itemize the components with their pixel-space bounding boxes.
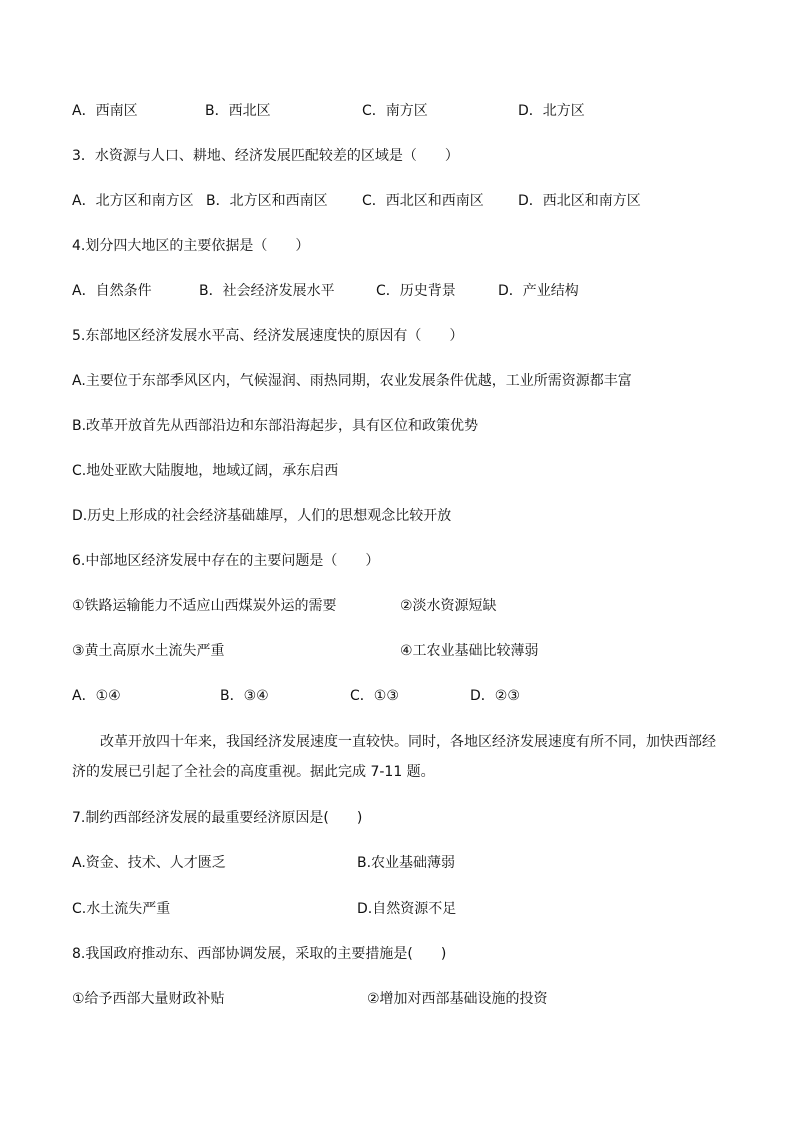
q8-item-2: ②增加对西部基础设施的投资 <box>367 991 548 1007</box>
q8-stem: 8.我国政府推动东、西部协调发展，采取的主要措施是( ) <box>72 946 447 962</box>
q4-option-a: A．自然条件 <box>72 283 152 299</box>
q6-item-3: ③黄土高原水土流失严重 <box>72 643 225 659</box>
q4-option-c: C．历史背景 <box>376 283 456 299</box>
reading-passage: 改革开放四十年来，我国经济发展速度一直较快。同时，各地区经济发展速度有所不同，加快西部经济的发展已引起了全社会的高度重视。据此完成 7-11 题。 <box>72 734 716 780</box>
q4-option-b: B．社会经济发展水平 <box>199 283 335 299</box>
q5-stem: 5.东部地区经济发展水平高、经济发展速度快的原因有（ ） <box>72 328 464 344</box>
q6-option-a: A．①④ <box>72 688 121 704</box>
q6-option-b: B．③④ <box>220 688 269 704</box>
q2-option-a: A．西南区 <box>72 103 138 119</box>
q3-option-a: A．北方区和南方区 <box>72 193 194 209</box>
q6-item-4: ④工农业基础比较薄弱 <box>400 643 539 659</box>
q6-item-2: ②淡水资源短缺 <box>400 598 497 614</box>
q2-option-c: C．南方区 <box>362 103 428 119</box>
q6-option-c: C．①③ <box>350 688 399 704</box>
q3-option-c: C．西北区和西南区 <box>362 193 484 209</box>
q4-option-d: D．产业结构 <box>498 283 579 299</box>
q5-option-d: D.历史上形成的社会经济基础雄厚，人们的思想观念比较开放 <box>72 508 452 524</box>
q5-option-b: B.改革开放首先从西部沿边和东部沿海起步，具有区位和政策优势 <box>72 418 479 434</box>
q2-option-d: D．北方区 <box>518 103 585 119</box>
q3-option-d: D．西北区和南方区 <box>518 193 641 209</box>
q7-option-c: C.水土流失严重 <box>72 901 171 917</box>
q6-option-d: D．②③ <box>470 688 520 704</box>
q7-option-d: D.自然资源不足 <box>357 901 457 917</box>
q8-item-1: ①给予西部大量财政补贴 <box>72 991 225 1007</box>
q3-option-b: B．北方区和西南区 <box>206 193 328 209</box>
q5-option-c: C.地处亚欧大陆腹地，地域辽阔，承东启西 <box>72 463 339 479</box>
q7-option-b: B.农业基础薄弱 <box>357 855 456 871</box>
q7-stem: 7.制约西部经济发展的最重要经济原因是( ) <box>72 810 363 826</box>
q3-stem: 3．水资源与人口、耕地、经济发展匹配较差的区域是（ ） <box>72 148 459 164</box>
q7-option-a: A.资金、技术、人才匮乏 <box>72 855 226 871</box>
q6-stem: 6.中部地区经济发展中存在的主要问题是（ ） <box>72 553 380 569</box>
q4-stem: 4.划分四大地区的主要依据是（ ） <box>72 238 310 254</box>
q5-option-a: A.主要位于东部季风区内，气候湿润、雨热同期，农业发展条件优越，工业所需资源都丰富 <box>72 373 632 389</box>
q2-option-b: B．西北区 <box>205 103 271 119</box>
q6-item-1: ①铁路运输能力不适应山西煤炭外运的需要 <box>72 598 337 614</box>
